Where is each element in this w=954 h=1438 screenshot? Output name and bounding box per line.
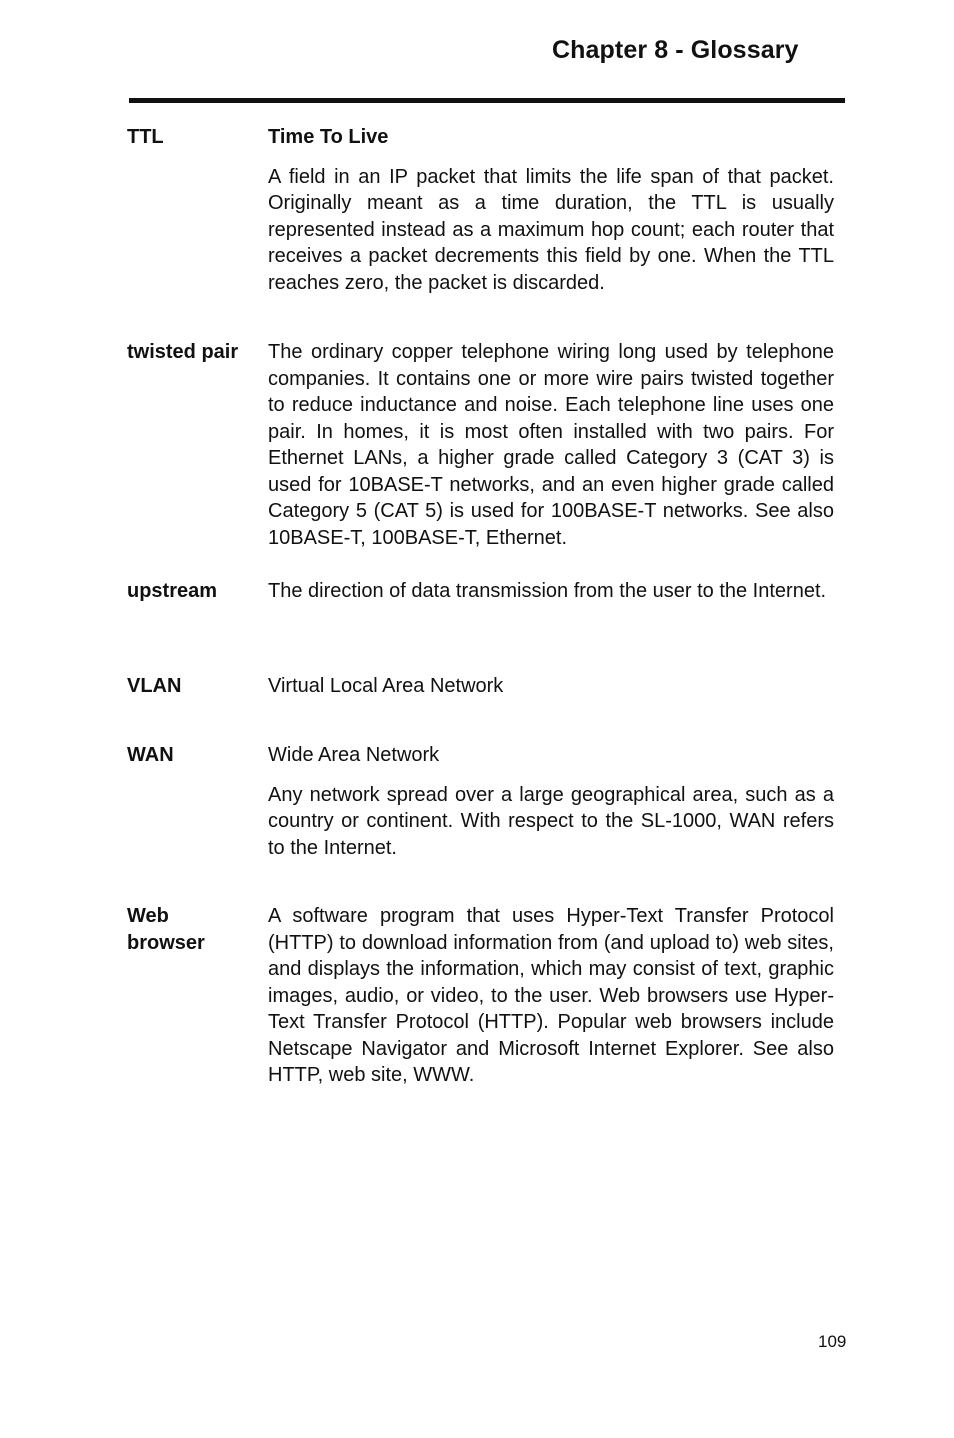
definition-paragraph: Virtual Local Area Network	[268, 675, 504, 697]
glossary-term: TTL	[127, 126, 164, 148]
glossary-definition	[268, 903, 834, 1102]
glossary-term	[127, 903, 262, 956]
glossary-term: WAN	[127, 744, 174, 766]
glossary-definition	[268, 339, 834, 564]
glossary-term-line: browser	[127, 931, 205, 954]
glossary-definition	[268, 124, 834, 309]
chapter-title: Chapter 8 - Glossary	[552, 36, 799, 64]
term-expansion: Time To Live	[268, 126, 389, 148]
glossary-term: VLAN	[127, 675, 182, 697]
glossary-definition	[268, 673, 834, 713]
definition-paragraph: The ordinary copper telephone wiring long used by telephone companies. It contains one or more wire pairs twisted together to reduce inductance and noise. Each telephone line uses one pair. In homes, it is most often installed with two pairs. For Ethernet LANs, a higher grade called Category 3 (CAT 3) is used for 10BASE-T networks, and an even higher grade called Category 5 (CAT 5) is used for 100BASE-T networks. See also 10BASE-T, 100BASE-T, Ethernet.	[268, 341, 834, 549]
term-expansion: Wide Area Network	[268, 744, 440, 766]
definition-paragraph: A software program that uses Hyper-Text Transfer Protocol (HTTP) to download information from (and upload to) web sites, and displays the information, which may consist of text, graphic images, audio, or video, to the user. Web browsers use Hyper-Text Transfer Protocol (HTTP). Popular web browsers include Netscape Navigator and Microsoft Internet Explorer. See also HTTP, web site, WWW.	[268, 905, 834, 1086]
definition-paragraph: A field in an IP packet that limits the life span of that packet. Originally meant as a time duration, the TTL is usually represented instead as a maximum hop count; each router that receives a packet decrements this field by one. When the TTL reaches zero, the packet is discarded.	[268, 165, 834, 294]
page-number: 109	[818, 1332, 847, 1351]
glossary-definition	[268, 742, 834, 874]
glossary-term-line: Web	[127, 905, 169, 927]
glossary-term: upstream	[127, 580, 218, 602]
definition-paragraph: The direction of data transmission from the user to the Internet.	[268, 580, 827, 602]
header-rule	[129, 98, 845, 103]
glossary-definition	[268, 578, 834, 618]
definition-paragraph: Any network spread over a large geographical area, such as a country or continent. With respect to the SL-1000, WAN refers to the Internet.	[268, 783, 834, 859]
glossary-term: twisted pair	[127, 341, 239, 363]
